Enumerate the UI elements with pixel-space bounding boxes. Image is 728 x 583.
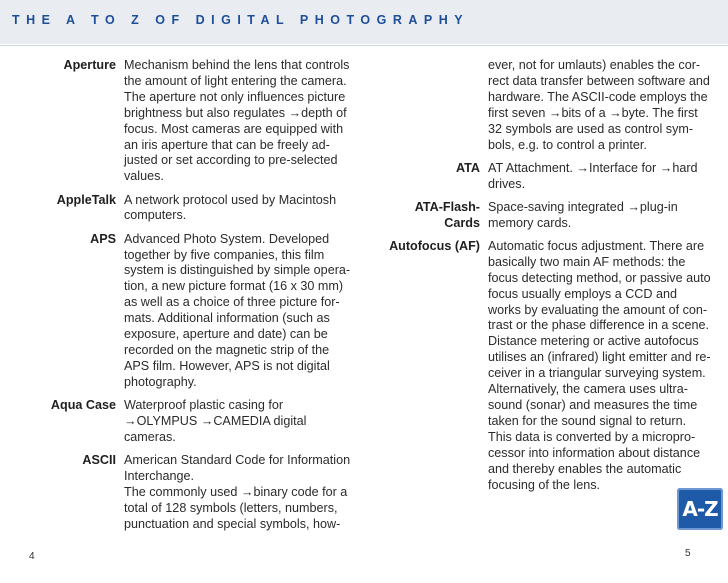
left-entry bbox=[0, 193, 364, 225]
header-rule bbox=[0, 45, 728, 46]
entry-gap bbox=[0, 185, 364, 192]
glossary-term: ATA bbox=[455, 160, 480, 175]
running-header-title: THE A TO Z OF DIGITAL PHOTOGRAPHY bbox=[12, 13, 470, 27]
right-entry bbox=[364, 239, 728, 494]
definition-line: Advanced Photo System. Developed bbox=[124, 231, 330, 246]
glossary-term: APS bbox=[90, 231, 116, 246]
definition-line: together by five companies, this film bbox=[124, 247, 325, 262]
left-column bbox=[0, 58, 364, 533]
glossary-definition bbox=[124, 58, 356, 185]
glossary-term: Aperture bbox=[63, 58, 116, 72]
definition-line: Distance metering or active autofocus bbox=[488, 334, 699, 349]
definition-line: American Standard Code for Information bbox=[124, 453, 351, 468]
definition-line: justed or set according to pre-selected bbox=[124, 153, 338, 168]
definition-line: computers. bbox=[124, 208, 187, 223]
definition-line: 32 symbols are used as control sym- bbox=[488, 121, 694, 136]
definition-line: recorded on the magnetic strip of the bbox=[124, 343, 330, 357]
right-column bbox=[364, 58, 728, 493]
definition-line: exposure, aperture and date) can be bbox=[124, 327, 328, 342]
definition-line: brightness but also regulates →depth of bbox=[124, 105, 347, 120]
page-number-right: 5 bbox=[685, 548, 691, 559]
glossary-term: Aqua Case bbox=[50, 398, 116, 413]
left-entry bbox=[0, 453, 364, 533]
right-entry bbox=[364, 58, 728, 153]
entry-gap bbox=[364, 153, 728, 160]
definition-line: as well as a choice of three picture for- bbox=[124, 295, 340, 310]
definition-line: ceiver in a triangular surveying system. bbox=[488, 366, 706, 381]
glossary-definition bbox=[488, 161, 720, 193]
entry-gap bbox=[0, 446, 364, 453]
definition-line: A network protocol used by Macintosh bbox=[124, 192, 337, 207]
glossary-definition bbox=[488, 58, 720, 153]
definition-line: the amount of light entering the camera. bbox=[124, 73, 347, 88]
definition-line: Interchange. bbox=[124, 468, 195, 483]
entry-gap bbox=[0, 224, 364, 231]
left-entry bbox=[0, 58, 364, 185]
right-entry bbox=[364, 200, 728, 232]
a-z-badge-label: A-Z bbox=[682, 497, 718, 521]
definition-line: system is distinguished by simple opera- bbox=[124, 263, 351, 278]
entry-gap bbox=[364, 232, 728, 239]
glossary-term: ATA-Flash- Cards bbox=[414, 199, 480, 230]
definition-line: focus usually employs a CCD and bbox=[488, 286, 677, 301]
definition-line: values. bbox=[124, 169, 164, 184]
definition-line: taken for the sound signal to return. bbox=[488, 413, 687, 428]
definition-line: sound (sonar) and measures the time bbox=[488, 398, 698, 413]
definition-line: first seven →bits of a →byte. The first bbox=[488, 105, 698, 120]
definition-line: mats. Additional information (such as bbox=[124, 311, 330, 326]
glossary-term: ASCII bbox=[82, 453, 116, 468]
definition-line: This data is converted by a micropro- bbox=[488, 429, 696, 444]
definition-line: Waterproof plastic casing for bbox=[124, 398, 284, 413]
glossary-term: Autofocus (AF) bbox=[389, 238, 480, 253]
definition-line: AT Attachment. →Interface for →hard bbox=[488, 160, 698, 175]
definition-line: and thereby enables the automatic bbox=[488, 461, 682, 476]
entry-gap bbox=[0, 391, 364, 398]
definition-line: trast or the phase difference in a scene. bbox=[488, 318, 709, 333]
definition-line: rect data transfer between software and bbox=[488, 73, 710, 88]
glossary-definition bbox=[488, 200, 720, 232]
running-header bbox=[0, 0, 728, 44]
glossary-definition bbox=[124, 232, 356, 391]
definition-line: hardware. The ASCII-code employs the bbox=[488, 89, 708, 104]
glossary-definition bbox=[124, 453, 356, 533]
left-entry bbox=[0, 232, 364, 391]
definition-line: total of 128 symbols (letters, numbers, bbox=[124, 500, 338, 515]
definition-line: focusing of the lens. bbox=[488, 477, 601, 492]
definition-line: Space-saving integrated →plug-in bbox=[488, 199, 678, 214]
definition-line: an iris aperture that can be freely ad- bbox=[124, 137, 330, 152]
definition-line: Mechanism behind the lens that controls bbox=[124, 58, 350, 72]
left-entry bbox=[0, 398, 364, 446]
definition-line: Alternatively, the camera uses ultra- bbox=[488, 382, 688, 397]
right-entry bbox=[364, 161, 728, 193]
definition-line: Automatic focus adjustment. There are bbox=[488, 238, 705, 253]
definition-line: focus. Most cameras are equipped with bbox=[124, 121, 344, 136]
definition-line: memory cards. bbox=[488, 215, 572, 230]
definition-line: drives. bbox=[488, 176, 526, 191]
definition-line: cessor into information about distance bbox=[488, 445, 701, 460]
definition-line: bols, e.g. to control a printer. bbox=[488, 137, 647, 152]
definition-line: cameras. bbox=[124, 429, 176, 444]
definition-line: The commonly used →binary code for a bbox=[124, 484, 348, 499]
a-z-badge-icon bbox=[677, 488, 723, 530]
definition-line: ever, not for umlauts) enables the cor- bbox=[488, 58, 701, 72]
definition-line: photography. bbox=[124, 374, 197, 389]
definition-line: APS film. However, APS is not digital bbox=[124, 358, 330, 373]
definition-line: →OLYMPUS →CAMEDIA digital bbox=[124, 413, 307, 428]
definition-line: focus detecting method, or passive auto bbox=[488, 270, 711, 285]
definition-line: works by evaluating the amount of con- bbox=[488, 302, 708, 317]
definition-line: The aperture not only influences picture bbox=[124, 89, 346, 104]
glossary-definition bbox=[124, 193, 356, 225]
glossary-definition bbox=[488, 239, 720, 494]
entry-gap bbox=[364, 193, 728, 200]
definition-line: basically two main AF methods: the bbox=[488, 254, 686, 269]
glossary-definition bbox=[124, 398, 356, 446]
glossary-term: AppleTalk bbox=[56, 192, 116, 207]
definition-line: tion, a new picture format (16 x 30 mm) bbox=[124, 279, 344, 294]
definition-line: utilises an (infrared) light emitter and re- bbox=[488, 350, 711, 365]
definition-line: punctuation and special symbols, how- bbox=[124, 516, 341, 531]
page-number-left: 4 bbox=[29, 551, 35, 562]
